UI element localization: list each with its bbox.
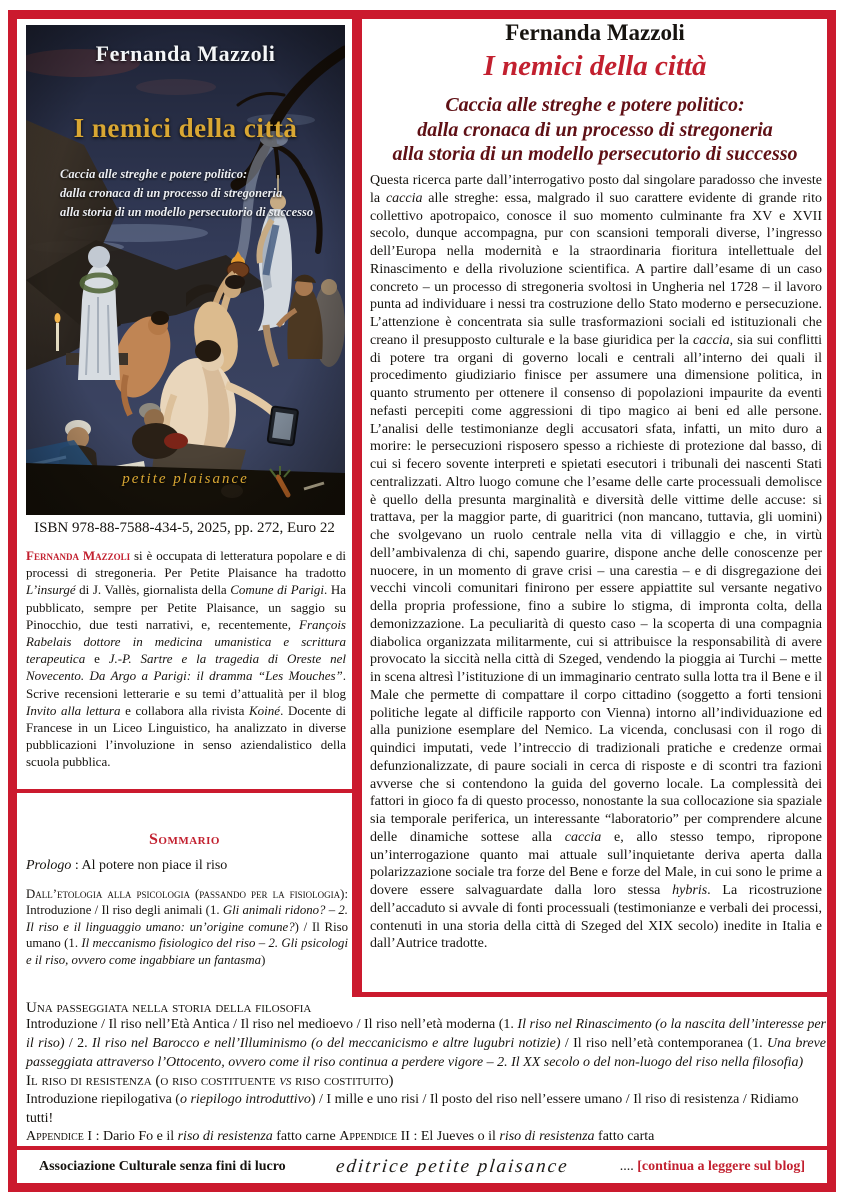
passeggiata-heading: Una passeggiata nella storia della filosofia xyxy=(26,1000,312,1016)
sommario-heading: Sommario xyxy=(149,831,220,848)
cover-author: Fernanda Mazzoli xyxy=(95,41,276,66)
page-subtitle-line: Caccia alle streghe e potere politico: xyxy=(445,94,745,116)
appendici-line: Appendice I : Dario Fo e il riso di resistenza fatto carne Appendice II : El Jueves o il riso di resistenza fatto carta xyxy=(26,1129,655,1144)
cover-subtitle-line: Caccia alle streghe e potere politico: xyxy=(60,167,248,181)
page-subtitle-line: alla storia di un modello persecutorio di successo xyxy=(392,143,798,165)
page-subtitle-line: dalla cronaca di un processo di stregoneria xyxy=(417,118,773,141)
page-author: Fernanda Mazzoli xyxy=(505,20,685,45)
cover-painting xyxy=(26,25,345,515)
association-label: Associazione Culturale senza fini di lucro xyxy=(39,1159,286,1174)
footer xyxy=(17,1152,827,1182)
sommario-etologia-section: Dall’etologia alla psicologia (passando per la fisiologia): Introduzione / Il riso degli animali (1. Gli animali ridono? – 2. Il riso e il linguaggio umano: un’origine comune?) / Il Riso umano (1. Il meccanismo fisiologico del riso – 2. Gli psicologi e il riso, ovvero come ingabbiare un fantasma) xyxy=(26,887,349,967)
publisher-script-logo: editrice petite plaisance xyxy=(335,1156,571,1177)
cover-subtitle-line: alla storia di un modello persecutorio di successo xyxy=(60,205,314,219)
cover-subtitle-line: dalla cronaca di un processo di stregoneria xyxy=(60,186,283,200)
book-description: Questa ricerca parte dall’interrogativo posto dal singolare paradosso che investe la caccia alle streghe: essa, malgrado il suo carattere evidente di grande rito collettivo apotropaico, conosce il suo momento culminante fra XV e XVII secolo, dunque accompagna, pur con scansioni temporali diverse, l’ingresso dell’Europa nella modernità e la straordinaria fioritura intellettuale del Rinascimento e della rivoluzione scientifica. A partire dall’esame di un caso concreto – un processo di stregoneria svoltosi in Ungheria nel 1728 – il lavoro punta ad individuare i nessi tra costruzione dello Stato moderno e persecuzione. L’attenzione è concentrata sia sulle trasformazioni sociali ed istituzionali che creano il presupposto culturale e la base giuridica per la caccia, sia sui conflitti di potere tra organi di governo locali e centrali all’interno dei quali il procedimento giudiziario finisce per assumere una dimensione politica, in quanto strumento per ottenere il consenso di popolazioni impaurite da eventi nefasti percepiti come aggressioni di tipo magico ai beni ed alle persone. L’analisi delle testimonianze degli accusatori sfata, infatti, un mito duro a morire: le persecuzioni risposero spesso a richieste di protezione dal basso, di cui si fecero sovente interpreti e spietati esecutori i tribunali dei nascenti Stati centralizzati. Altro luogo comune che l’esame delle carte processuali demolisce è quello della presunta marginalità e diversità delle vittime delle accuse: si trattava, per la maggior parte, di guaritrici (non mancano, tuttavia, gli uomini) che svolgevano un ruolo centrale nella vita di villaggio e che, in virtù dell’ambivalenza di chi, sapendo guarire, dispone anche delle conoscenze per nuocere, in un momento di grave crisi – una carestia – e di disgregazione dei vecchi vincoli comunitari finirono per essere appiattite sul versante negativo della propria professione, fino a subire lo stigma, di impronta colta, della demonizzazione. La peculiarità di questo caso – la scoperta di una compagnia diabolica organizzata militarmente, cui si attribuisce la responsabilità di avere provocato la siccità nella città di Szeged, vendendo la pioggia ai Turchi – mette in scena altresì l’istituzione di un immaginario centrato sulla lotta tra il Bene e il Male che permette di compattare il corpo cittadino (soggetto a forti tensioni politiche legate al difficile rapporto con Vienna) intorno all’individuazione ed alla punizione esemplare del Nemico. La vicenda, conclusasi con il rogo di quindici imputati, vede l’intreccio di tradizionali pratiche e credenze ormai defunzionalizzate, di paure sociali in cerca di risposte e di scontri tra fazioni avverse che si contendono la guida del governo locale. La complessità dei fattori in gioco fa di questo processo, nonostante la sua collocazione sia spaziale sia temporale periferica, un interessante “laboratorio” per comprendere alcune delle dinamiche sottese alla caccia e, allo stesso tempo, ripropone un’interrogazione quanto mai attuale sull’inquietante deriva aperta dalla polarizzazione sociale tra forze del Bene e forze del Male, in cui sono le prime a dovere essere salvaguardate dalla loro stessa hybris. La ricostruzione dell’accaduto si avvale di fonti processuali (testimonianze e verbali dei processi, contenuti in una storia della città di Szeged del XIX secolo) inedite in Italia e dall’Autrice tradotte. xyxy=(370,173,822,952)
page-title: I nemici della città xyxy=(483,50,707,82)
sommario-top-rule xyxy=(17,789,352,793)
resistenza-heading: Il riso di resistenza (o riso costituente vs riso costituito) xyxy=(26,1073,394,1089)
cover-imprint-logo: petite plaisance xyxy=(122,471,249,487)
isbn-line: ISBN 978-88-7588-434-5, 2025, pp. 272, Euro 22 xyxy=(34,520,335,536)
right-column-rule xyxy=(352,992,827,997)
author-bio: Fernanda Mazzoli si è occupata di letteratura popolare e di processi di stregoneria. Per Petite Plaisance ha tradotto L’insurgé di J. Vallès, giornalista della Comune di Parigi. Ha pubblicato, sempre per Petite Plaisance, un saggio su Pinocchio, due testi narrativi, e, recentemente, François Rabelais dottore in medicina umanistica e scrittura terapeutica e J.-P. Sartre e la tragedia di Oreste nel Novecento. Da Argo a Parigi: il dramma “Les Mouches”. Scrive recensioni letterarie e su temi d’attualità per il blog Invito alla lettura e collabora alla rivista Koiné. Docente di Francese in un Liceo Linguistico, ha analizzato in diverse pubblicazioni l’involuzione in senso aziendalistico della scuola pubblica. xyxy=(26,548,346,770)
riepilogo-section: Introduzione riepilogativa (o riepilogo introduttivo) / I mille e uno risi / Il posto del riso nell’essere umano / Il riso di resistenza / Ridiamo tutti! xyxy=(26,1092,799,1126)
book-cover xyxy=(26,25,345,515)
cover-title: I nemici della città xyxy=(73,113,298,143)
sommario-prologo: Prologo : Al potere non piace il riso xyxy=(26,858,228,873)
column-divider xyxy=(352,19,362,992)
continue-reading-link[interactable]: .... [continua a leggere sul blog] xyxy=(619,1159,805,1174)
passeggiata-section: Introduzione / Il riso nell’Età Antica / Il riso nel medioevo / Il riso nell’età moderna (1. Il riso nel Rinascimento (o la nascita dell’interesse per il riso) / 2. Il riso nel Barocco e nell’Illuminismo (o del meccanicismo e altre lugubri notizie) / Il riso nell’età contemporanea (1. Una breve passeggiata attraverso l’Ottocento, ovvero come il riso continua a perdere vigore – 2. Il XX secolo o del non-luogo del riso nella filosofia) xyxy=(26,1017,827,1070)
cover-subtitle xyxy=(60,165,320,222)
page-subtitle xyxy=(363,93,827,167)
